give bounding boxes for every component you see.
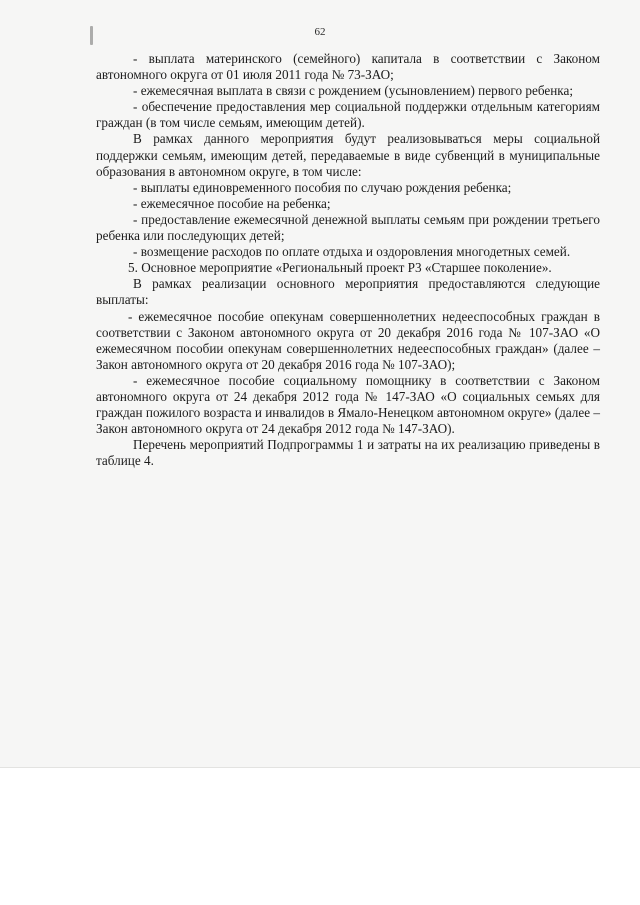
list-item-maternity-capital: - выплата материнского (семейного) капитала в соответствии с Законом автономного округа от 01 июля 2011 года № 73-ЗАО; xyxy=(96,51,600,83)
paragraph-payments-intro: В рамках реализации основного мероприятия предоставляются следующие выплаты: xyxy=(96,276,600,308)
list-item-first-child-payment: - ежемесячная выплата в связи с рождением (усыновлением) первого ребенка; xyxy=(133,83,574,99)
body-text xyxy=(96,51,600,469)
list-item-large-families-rest: - возмещение расходов по оплате отдыха и оздоровления многодетных семей. xyxy=(133,244,571,260)
list-item-guardian-allowance: - ежемесячное пособие опекунам совершеннолетних недееспособных граждан в соответствии с Законом автономного округа от 20 декабря 2016 года № 107-ЗАО «О ежемесячном пособии опекунам совершеннолетних недееспособных граждан» (далее – Закон автономного округа от 20 декабря 2016 года № 107-ЗАО); xyxy=(96,308,600,372)
section-heading-older-generation: 5. Основное мероприятие «Региональный проект Р3 «Старшее поколение». xyxy=(128,260,552,276)
page-number: 62 xyxy=(314,26,326,38)
paragraph-table-reference: Перечень мероприятий Подпрограммы 1 и затраты на их реализацию приведены в таблице 4. xyxy=(96,437,600,469)
list-item-child-allowance: - ежемесячное пособие на ребенка; xyxy=(133,195,331,211)
list-item-third-child-payment: - предоставление ежемесячной денежной выплаты семьям при рождении третьего ребенка или последующих детей; xyxy=(96,211,600,244)
list-item-social-support: - обеспечение предоставления мер социальной поддержки отдельным категориям граждан (в том числе семьям, имеющим детей). xyxy=(96,99,600,131)
list-item-birth-allowance: - выплаты единовременного пособия по случаю рождения ребенка; xyxy=(133,179,512,195)
paragraph-subventions: В рамках данного мероприятия будут реализовываться меры социальной поддержки семьям, имеющим детей, передаваемые в виде субвенций в муниципальные образования в автономном округе, в том числе: xyxy=(96,131,600,179)
list-item-social-assistant-allowance: - ежемесячное пособие социальному помощнику в соответствии с Законом автономного округа от 24 декабря 2012 года № 147-ЗАО «О социальных семьях для граждан пожилого возраста и инвалидов в Ямало-Ненецком автономном округе» (далее – Закон автономного округа от 24 декабря 2012 года № 147-ЗАО). xyxy=(96,372,600,437)
page-edge xyxy=(0,767,640,768)
